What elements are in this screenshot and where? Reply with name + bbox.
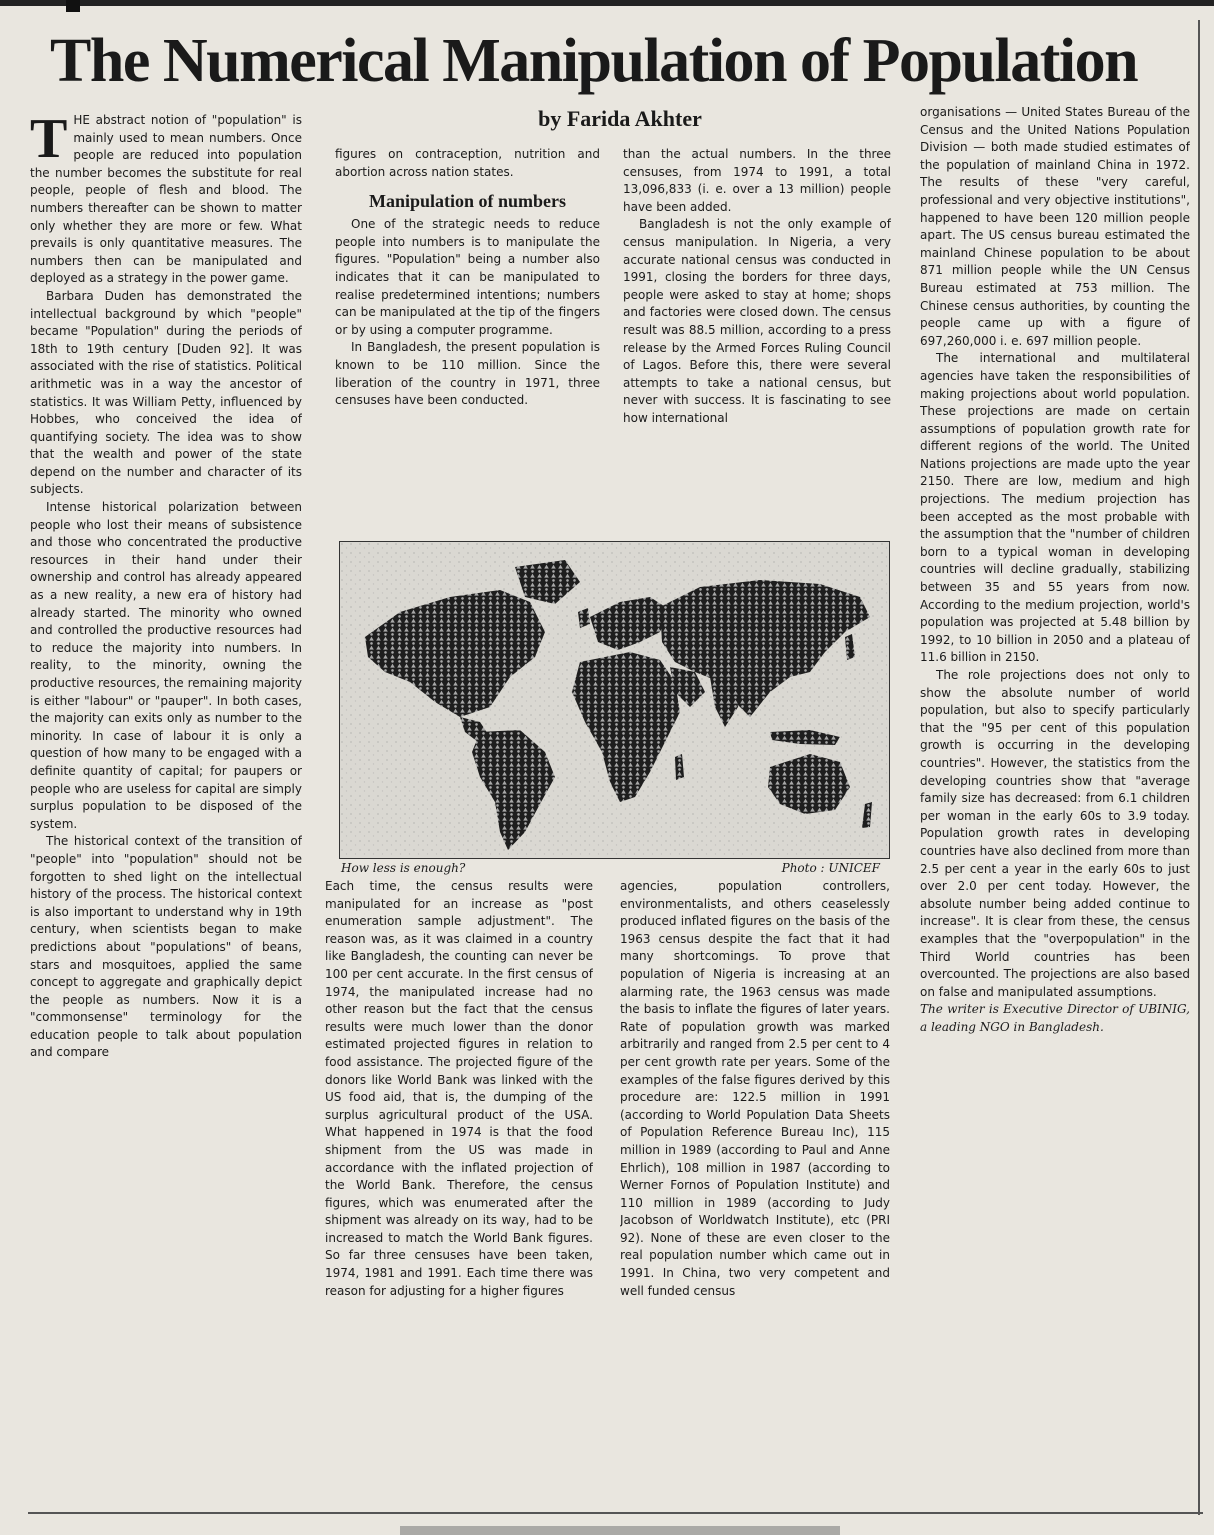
paragraph: Intense historical polarization between people who lost their means of subsistence and those who concentrated the productive resources in their hand under their ownership and control has already appeared as a new reality, a new era of history had already started. The minority who owned and controlled the productive resources had to reduce the majority into numbers. In reality, to the minority, owning the productive resources, the remaining majority is either "labour" or "pauper". In both cases, the majority can exits only as number to the minority. In case of labour it is only a question of how many to be engaged with a definite quantity of capital; for paupers or people who are useless for capital are simply surplus population to be disposed of the system. [30, 500, 302, 831]
article-column-2-bottom [325, 878, 593, 1510]
photo-caption-row [339, 859, 888, 877]
byline: by Farida Akhter [538, 106, 702, 131]
right-column-rule [1198, 20, 1200, 1515]
paragraph: The international and multilateral agencies have taken the responsibilities of making projections about world population. These projections are made on certain assumptions of population growth rate for different regions of the world. The United Nations projections are made upto the year 2150. There are low, medium and high projections. The medium projection has been accepted as the most probable with the assumption that the "number of children born to a typical woman in developing countries will decline gradually, stabilizing between 35 and 55 years from now. According to the medium projection, world's population was projected at 5.48 billion by 1992, to 10 billion in 2050 and a plateau of 11.6 billion in 2150. [920, 351, 1190, 665]
paragraph: One of the strategic needs to reduce people into numbers is to manipulate the figures. "Population" being a number also indicates that it can be manipulated to realise predetermined intentions; numbers can be manipulated at the tip of the fingers or by using a computer programme. [335, 217, 600, 337]
photo-credit: Photo : UNICEF [781, 861, 880, 875]
world-map-illustration [340, 542, 889, 858]
world-map-photo [339, 541, 890, 859]
paragraph: figures on contraception, nutrition and abortion across nation states. [335, 147, 600, 179]
headline: The Numerical Manipulation of Population [50, 27, 1138, 95]
article-column-3-top [623, 146, 891, 538]
paragraph: In Bangladesh, the present population is known to be 110 million. Since the liberation of the country in 1971, three censuses have been conducted. [335, 340, 600, 408]
paragraph: The historical context of the transition of "people" into "population" should not be forgotten to shed light on the intellectual history of the process. The historical context is also important to understand why in 19th century, when scientists began to make predictions about "populations" of beans, stars and mosquitoes, applied the same concept to aggregate and graphically depict the people as numbers. Now it is a "commonsense" terminology for the education people to talk about population and compare [30, 834, 302, 1060]
article-column-4 [920, 104, 1190, 1510]
article-column-2-top [335, 146, 600, 538]
photo-caption: How less is enough? [341, 861, 466, 875]
drop-cap: T [30, 112, 68, 170]
paragraph: Bangladesh is not the only example of census manipulation. In Nigeria, a very accurate national census was conducted in 1991, closing the borders for three days, people were asked to stay at home; shops and factories were closed down. The census result was 88.5 million, according to a press release by the Armed Forces Ruling Council of Lagos. Before this, there were several attempts to take a national census, but never with success. It is fascinating to see how international [623, 217, 891, 425]
top-rule-marker [66, 0, 80, 12]
bottom-rule [28, 1512, 1203, 1514]
article-column-3-bottom [620, 878, 890, 1510]
paragraph: Barbara Duden has demonstrated the intellectual background by which "people" became "Population" during the periods of 18th to 19th century [Duden 92]. It was associated with the rise of statistics. Political arithmetic was in a way the ancestor of statistics. It was William Petty, influenced by Hobbes, who conceived the idea of quantifying society. The idea was to show that the wealth and power of the state depend on the number and character of its subjects. [30, 288, 302, 497]
lead-paragraph [30, 112, 302, 288]
paragraph: agencies, population controllers, environmentalists, and others ceaselessly produced inflated figures on the basis of the 1963 census despite the fact that it had many shortcomings. To prove that population of Nigeria is increasing at an alarming rate, the 1963 census was made the basis to inflate the figures of later years. Rate of population growth was marked arbitrarily and ranged from 2.5 per cent to 4 per cent growth rate per years. Some of the examples of the false figures derived by this procedure are: 122.5 million in 1991 (according to World Population Data Sheets of Population Reference Bureau Inc), 115 million in 1989 (according to Paul and Anne Ehrlich), 108 million in 1987 (according to Werner Fornos of Population Institute) and 110 million in 1989 (according to Judy Jacobson of Worldwatch Institute), etc (PRI 92). None of these are even closer to the real population number which came out in 1991. In China, two very competent and well funded census [620, 879, 890, 1298]
lead-paragraph-text: HE abstract notion of "population" is mainly used to mean numbers. Once people are reduced into population the number becomes the substitute for real people, people of flesh and blood. The numbers thereafter can be shown to matter only whether they are more or few. What prevails is only quantitative measures. The numbers then can be manipulated and deployed as a strategy in the power game. [30, 113, 302, 286]
paragraph: than the actual numbers. In the three censuses, from 1974 to 1991, a total 13,096,833 (i. e. over a 13 million) people have been added. [623, 147, 891, 214]
author-note: The writer is Executive Director of UBINIG, a leading NGO in Bangladesh. [920, 1002, 1190, 1034]
subheading: Manipulation of numbers [368, 191, 567, 212]
paragraph: The role projections does not only to show the absolute number of world population, but also to specify particularly that the "95 per cent of this population growth is occurring in the developing countries". However, the statistics from the developing countries show that "average family size has decreased: from 6.1 children per woman in the early 60s to 3.9 today. Population growth rates in developing countries have also declined from more than 2.5 per cent a year in the early 60s to just over 2.0 per cent today. However, the absolute number being added continue to increase". It is clear from these, the census examples that the "overpopulation" in the Third World countries has been overcounted. The projections are also based on false and manipulated assumptions. [920, 668, 1190, 999]
top-rule [0, 0, 1214, 6]
paragraph: Each time, the census results were manipulated for an increase as "post enumeration sample adjustment". The reason was, as it was claimed in a country like Bangladesh, the counting can never be 100 per cent accurate. In the first census of 1974, the manipulated increase had no other reason but the fact that the census results were much lower than the donor estimated projected figures in relation to food assistance. The projected figure of the donors like World Bank was linked with the US food aid, that is, the dumping of the surplus agricultural product of the USA. What happened in 1974 is that the food shipment from the US was made in accordance with the inflated projection of the World Bank. Therefore, the census figures, which was enumerated after the shipment was already on its way, had to be increased to match the World Bank figures. So far three censuses have been taken, 1974, 1981 and 1991. Each time there was reason for adjusting for a higher figures [325, 879, 593, 1298]
cropped-next-headline [400, 1526, 840, 1535]
article-column-1 [30, 112, 302, 1510]
paragraph: organisations — United States Bureau of the Census and the United Nations Population Division — both made studied estimates of the population of mainland China in 1972. The results of these "very careful, professional and very objective institutions", happened to have been 120 million people apart. The US census bureau estimated the mainland Chinese population to be about 871 million people while the UN Census Bureau estimated at 753 million. The Chinese census authorities, by counting the people came up with a figure of 697,260,000 i. e. 697 million people. [920, 105, 1190, 348]
